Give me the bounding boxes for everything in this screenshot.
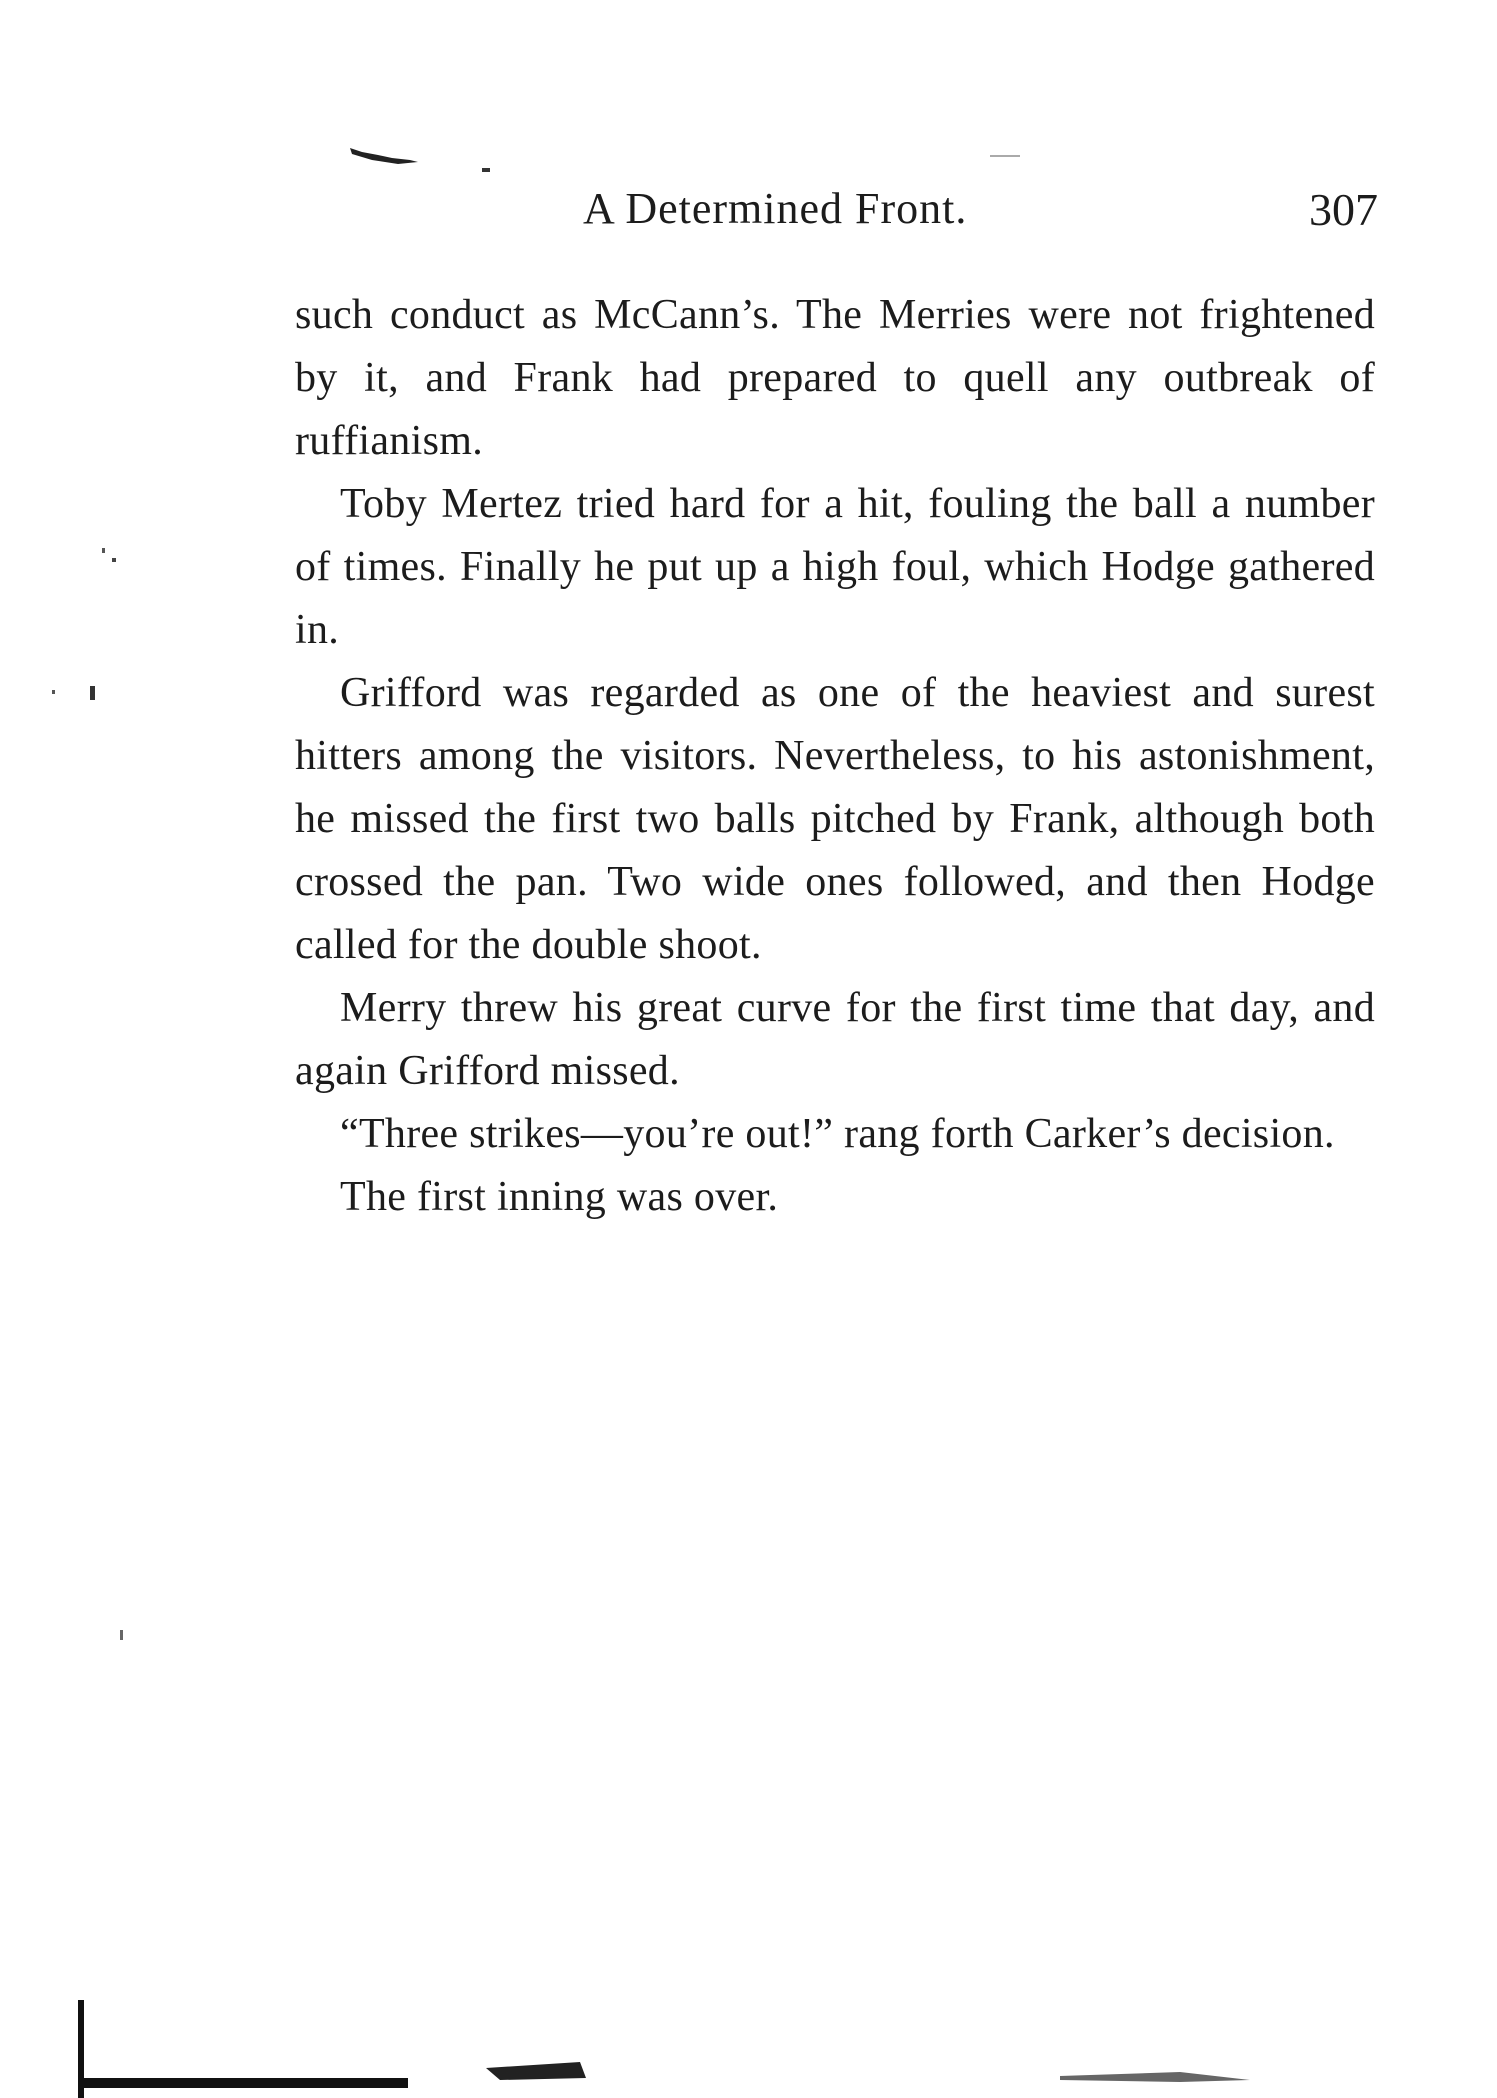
paragraph: Merry threw his great curve for the first time that day, and again Grifford missed. (295, 985, 1375, 1094)
running-title: A Determined Front. (583, 184, 968, 233)
page-number: 307 (1309, 184, 1378, 235)
body-text (295, 284, 1375, 1229)
paragraph: “Three strikes—you’re out!” rang forth Carker’s decision. (340, 1111, 1335, 1157)
paragraph: The first inning was over. (340, 1174, 779, 1220)
paragraph: such conduct as McCann’s. The Merries were not frightened by it, and Frank had prepared to quell any outbreak of ruffianism. (295, 292, 1375, 464)
paragraph: Grifford was regarded as one of the heaviest and surest hitters among the visitors. Nevertheless, to his astonishment, he missed the first two balls pitched by Frank, although both crossed the pan. Two wide ones followed, and then Hodge called for the double shoot. (295, 670, 1375, 968)
running-header (278, 183, 1378, 253)
paragraph: Toby Mertez tried hard for a hit, fouling the ball a number of times. Finally he put up a high foul, which Hodge gathered in. (295, 481, 1375, 653)
